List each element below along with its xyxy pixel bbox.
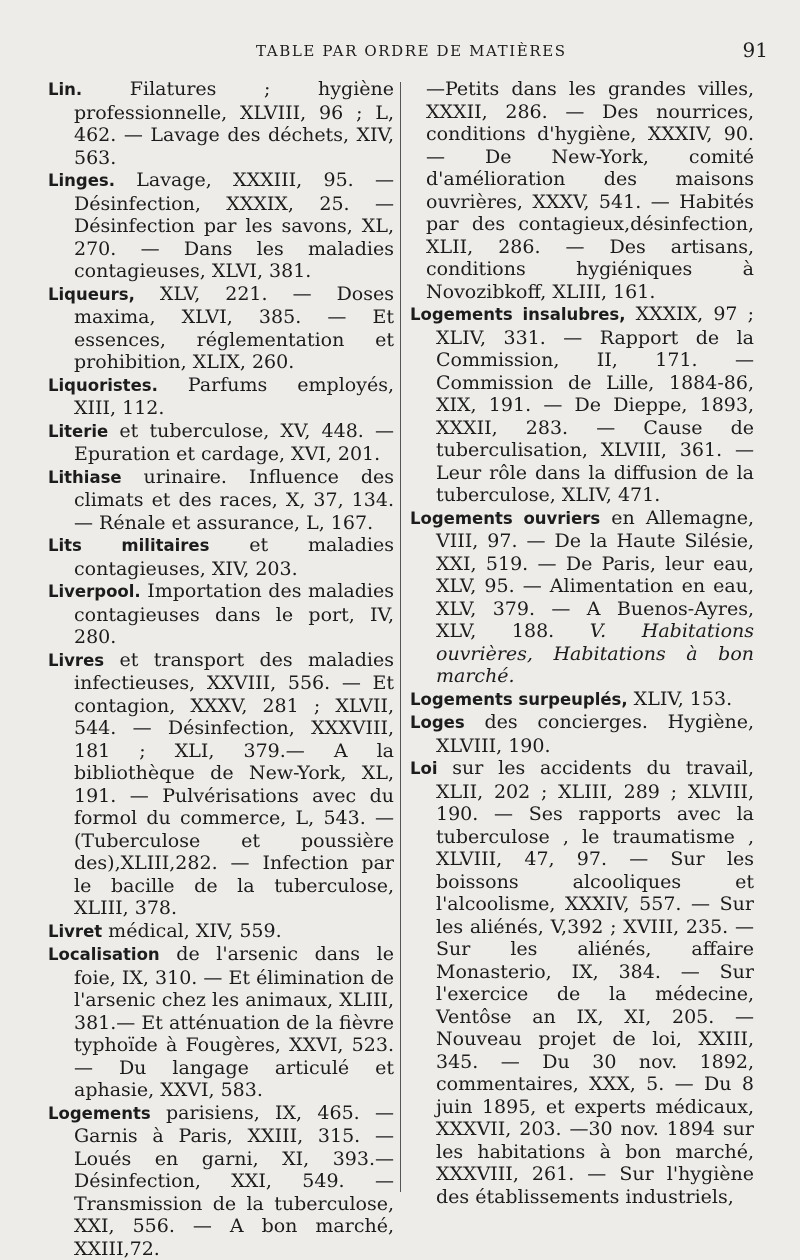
entry-headword: Liverpool. — [48, 582, 141, 601]
entry-headword: Liquoristes. — [48, 376, 158, 395]
entry-text: et tuberculose, XV, 448. — Epuration et cardage, XVI, 201. — [74, 420, 394, 466]
entry-headword: Loi — [410, 759, 438, 778]
column-rule — [400, 82, 401, 1192]
entry-headword: Lits militaires — [48, 536, 209, 555]
entry-text: Lavage, XXXIII, 95. — Désinfection, XXXIX, 25. — Désinfection par les savons, XL, 270. — Dans les maladies contagieuses, XLVI, 381. — [74, 169, 394, 282]
entry-headword: Linges. — [48, 171, 115, 190]
entry-text: Parfums employés, XIII, 112. — [74, 374, 394, 420]
entry-text: urinaire. Influence des climats et des races, X, 37, 134. — Rénale et assurance, L, 167. — [74, 466, 394, 534]
entry-text: et transport des maladies infectieuses, XXVIII, 556. — Et contagion, XXXV, 281 ; XLVII, 544. — Désinfection, XXXVIII, 181 ; XLI, 379.— A la bibliothèque de New-York, XL, 191. — Pulvérisations avec du formol du commerce, L, 543. —(Tuberculose et poussière des),XLIII,282. — Infection par le bacille de la tuberculose, XLIII, 378. — [74, 649, 394, 920]
index-entry — [410, 688, 754, 712]
running-title: TABLE PAR ORDRE DE MATIÈRES — [256, 42, 567, 60]
entry-headword: Logements insalubres, — [410, 305, 625, 324]
index-entry — [48, 1102, 394, 1260]
entry-headword: Lithiase — [48, 468, 122, 487]
entry-headword: Literie — [48, 422, 108, 441]
entry-text: des concierges. Hygiène, XLVIII, 190. — [436, 711, 754, 757]
right-column — [410, 78, 754, 1208]
entry-headword: Lin. — [48, 80, 82, 99]
index-entry — [410, 711, 754, 757]
continued-entry: —Petits dans les grandes villes, XXXII, 286. — Des nourrices, conditions d'hygiène, XXXIV, 90. — De New-York, comité d'amélioration des maisons ouvrières, XXXV, 541. — Habités par des contagieux,désinfection, XLII, 286. — Des artisans, conditions hygiéniques à Novozibkoff, XLIII, 161. — [410, 78, 754, 303]
entry-cross-reference: V. Habitations ouvrières, Habitations à bon marché. — [436, 620, 754, 687]
entry-text: parisiens, IX, 465. — Garnis à Paris, XXIII, 315. — Loués en garni, XI, 393.— Désinfection, XXI, 549. — Transmission de la tuberculose, XXI, 556. — A bon marché, XXIII,72. — [74, 1102, 394, 1260]
entry-text: Filatures ; hygiène professionnelle, XLVIII, 96 ; L, 462. — Lavage des déchets, XIV, 563. — [74, 78, 394, 169]
entry-headword: Livret — [48, 922, 102, 941]
index-entry — [48, 169, 394, 283]
page-number: 91 — [743, 38, 768, 62]
index-entry — [48, 580, 394, 649]
index-entry — [410, 757, 754, 1208]
entry-headword: Logements surpeuplés, — [410, 690, 628, 709]
entry-headword: Localisation — [48, 945, 160, 964]
index-entry — [48, 78, 394, 169]
entry-headword: Liqueurs, — [48, 285, 135, 304]
index-entry — [48, 649, 394, 920]
entry-headword: Logements — [48, 1104, 151, 1123]
index-entry — [48, 534, 394, 580]
entry-headword: Logements ouvriers — [410, 509, 600, 528]
entry-headword: Loges — [410, 713, 465, 732]
entry-text: en Allemagne, VIII, 97. — De la Haute Silésie, XXI, 519. — De Paris, leur eau, XLV, 95. — Alimentation en eau, XLV, 379. — A Buenos-Ayres, XLV, 188. — [436, 507, 754, 643]
entry-text: XLV, 221. — Doses maxima, XLVI, 385. — Et essences, réglementation et prohibition, XLIX, 260. — [74, 283, 394, 374]
entry-text: de l'arsenic dans le foie, IX, 310. — Et élimination de l'arsenic chez les animaux, XLIII, 381.— Et atténuation de la fièvre typhoïde à Fougères, XXVI, 523. — Du langage articulé et aphasie, XXVI, 583. — [74, 943, 394, 1101]
index-entry — [48, 943, 394, 1102]
index-entry — [410, 303, 754, 507]
entry-text: et maladies contagieuses, XIV, 203. — [74, 534, 394, 580]
index-entry — [48, 374, 394, 420]
index-entry — [48, 466, 394, 535]
index-entry — [410, 507, 754, 688]
entry-text: XLIV, 153. — [628, 688, 732, 710]
entry-text: médical, XIV, 559. — [102, 920, 281, 942]
index-entry — [48, 420, 394, 466]
index-entry — [48, 920, 394, 944]
running-head — [0, 38, 800, 68]
index-entry — [48, 283, 394, 374]
entry-text: XXXIX, 97 ; XLIV, 331. — Rapport de la Commission, II, 171. — Commission de Lille, 1884-86, XIX, 191. — De Dieppe, 1893, XXXII, 283. — Cause de tuberculisation, XLVIII, 361. — Leur rôle dans la diffusion de la tuberculose, XLIV, 471. — [436, 303, 754, 506]
left-column — [48, 78, 394, 1260]
entry-text: Importation des maladies contagieuses dans le port, IV, 280. — [74, 580, 394, 648]
entry-text: sur les accidents du travail, XLII, 202 ; XLIII, 289 ; XLVIII, 190. — Ses rapports avec la tuberculose , le traumatisme , XLVIII, 47, 97. — Sur les boissons alcooliques et l'alcoolisme, XXXIV, 557. — Sur les aliénés, V,392 ; XVIII, 235. — Sur les aliénés, affaire Monasterio, IX, 384. — Sur l'exercice de la médecine, Ventôse an IX, XI, 205. — Nouveau projet de loi, XXIII, 345. — Du 30 nov. 1892, commentaires, XXX, 5. — Du 8 juin 1895, et experts médicaux, XXXVII, 203. —30 nov. 1894 sur les habitations à bon marché, XXXVIII, 261. — Sur l'hygiène des établissements industriels, — [436, 757, 754, 1208]
entry-headword: Livres — [48, 651, 104, 670]
